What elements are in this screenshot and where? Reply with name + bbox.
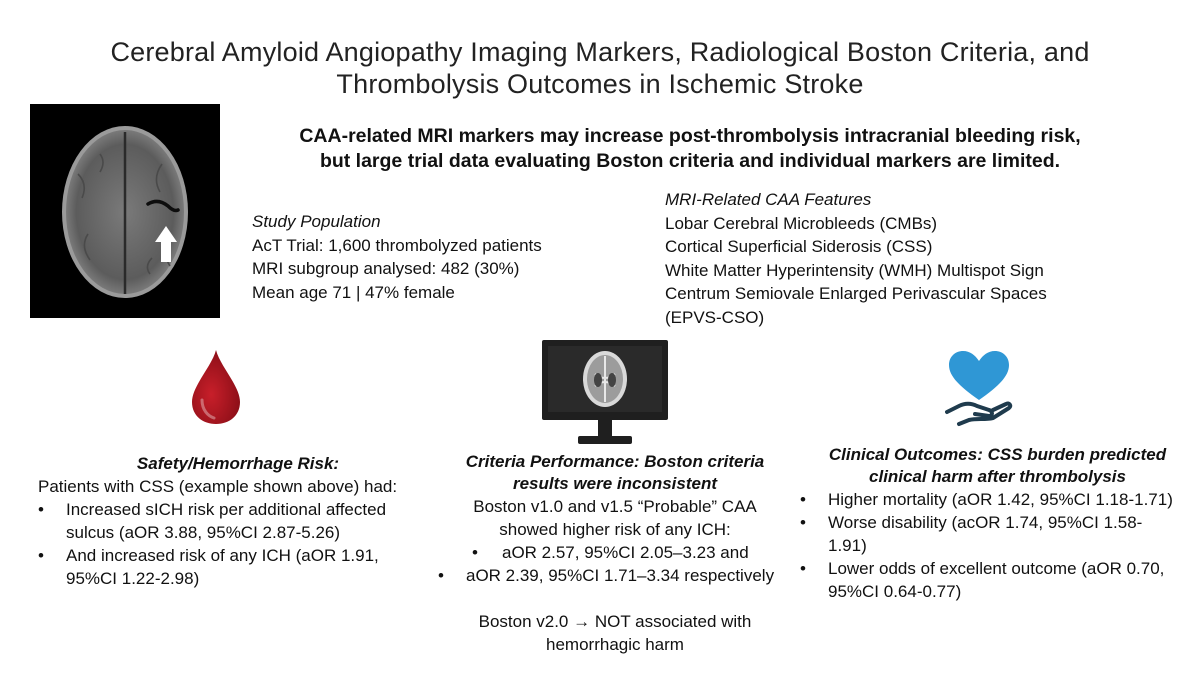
safety-heading: [38, 453, 438, 475]
mri-features: [665, 188, 1047, 329]
list-item-text: Higher mortality (aOR 1.42, 95%CI 1.18-1.71): [828, 490, 1173, 509]
list-item: [438, 564, 788, 587]
key-message-line-2: but large trial data evaluating Boston criteria and individual markers are limited.: [319, 150, 1061, 172]
criteria-body: [440, 495, 790, 541]
criteria-intro-line: showed higher risk of any ICH:: [499, 520, 731, 539]
list-item-text: sulcus (aOR 3.88, 95%CI 2.87-5.26): [66, 523, 341, 542]
criteria-intro-line: Boston v1.0 and v1.5 “Probable” CAA: [473, 497, 757, 516]
list-item-text: aOR 2.57, 95%CI 2.05–3.23 and: [502, 543, 749, 562]
list-item-text: 1.91): [828, 536, 867, 555]
bullet-icon: •: [472, 543, 478, 562]
key-message-line-1: CAA-related MRI markers may increase post-thrombolysis intracranial bleeding risk,: [299, 125, 1081, 147]
list-item: [800, 488, 1200, 511]
criteria-section: [440, 451, 790, 656]
list-item-text: 95%CI 1.22-2.98): [66, 569, 200, 588]
list-item-text: Lower odds of excellent outcome (aOR 0.70,: [828, 559, 1165, 578]
safety-intro: Patients with CSS (example shown above) had:: [38, 477, 398, 496]
study-population-line: Mean age 71 | 47% female: [252, 282, 455, 302]
outcomes-heading-line: clinical harm after thrombolysis: [869, 467, 1126, 486]
criteria-heading-line: results were inconsistent: [512, 474, 718, 493]
outcomes-heading: [800, 444, 1195, 488]
study-population-line: AcT Trial: 1,600 thrombolyzed patients: [252, 235, 542, 255]
criteria-note-line: Boston v2.0 → NOT associated with: [478, 612, 752, 631]
heart-in-hand-icon: [945, 350, 1013, 428]
study-population-line: MRI subgroup analysed: 482 (30%): [252, 259, 520, 278]
bullet-icon: •: [38, 546, 44, 565]
mri-feature-item: Centrum Semiovale Enlarged Perivascular Spaces: [665, 284, 1047, 303]
safety-heading-text: Safety/Hemorrhage Risk:: [136, 454, 340, 473]
title-line-1: Cerebral Amyloid Angiopathy Imaging Markers, Radiological Boston Criteria, and: [110, 37, 1090, 67]
criteria-note: [440, 610, 790, 656]
bullet-icon: •: [800, 513, 806, 532]
mri-feature-item: White Matter Hyperintensity (WMH) Multispot Sign: [665, 260, 1044, 280]
safety-body: [38, 475, 438, 590]
bullet-icon: •: [38, 500, 44, 519]
list-item: [800, 557, 1200, 603]
mri-feature-item: (EPVS-CSO): [665, 307, 765, 327]
criteria-note-line: hemorrhagic harm: [546, 635, 684, 654]
mri-features-heading: MRI-Related CAA Features: [665, 190, 872, 209]
page-title: [0, 36, 1200, 100]
outcomes-heading-line: Clinical Outcomes: CSS burden predicted: [828, 445, 1167, 464]
list-item-text: Worse disability (acOR 1.74, 95%CI 1.58-: [828, 513, 1143, 532]
list-item: [438, 541, 788, 564]
safety-section: [38, 453, 438, 590]
bullet-icon: •: [800, 490, 806, 509]
list-item-text: And increased risk of any ICH (aOR 1.91,: [66, 546, 379, 565]
list-item-text: Increased sICH risk per additional affected: [66, 500, 387, 519]
blood-drop-icon: [190, 348, 242, 426]
study-population: [252, 210, 542, 304]
criteria-heading-line: Criteria Performance: Boston criteria: [465, 452, 765, 471]
list-item-text: 95%CI 0.64-0.77): [828, 582, 962, 601]
criteria-list: [440, 541, 790, 587]
brain-mri-image: [30, 104, 220, 318]
mri-feature-item: Lobar Cerebral Microbleeds (CMBs): [665, 213, 938, 233]
list-item: [38, 498, 438, 544]
criteria-heading: [440, 451, 790, 495]
outcomes-section: [800, 444, 1200, 603]
mri-feature-item: Cortical Superficial Siderosis (CSS): [665, 237, 933, 256]
outcomes-list: [800, 488, 1200, 603]
title-line-2: Thrombolysis Outcomes in Ischemic Stroke: [336, 69, 864, 99]
study-population-heading: Study Population: [252, 212, 381, 231]
list-item-text: aOR 2.39, 95%CI 1.71–3.34 respectively: [466, 566, 775, 585]
bullet-icon: •: [800, 559, 806, 578]
list-item: [38, 544, 438, 590]
monitor-brain-scan-icon: [540, 338, 670, 446]
key-message: [230, 124, 1150, 174]
bullet-icon: •: [438, 566, 444, 585]
list-item: [800, 511, 1200, 557]
